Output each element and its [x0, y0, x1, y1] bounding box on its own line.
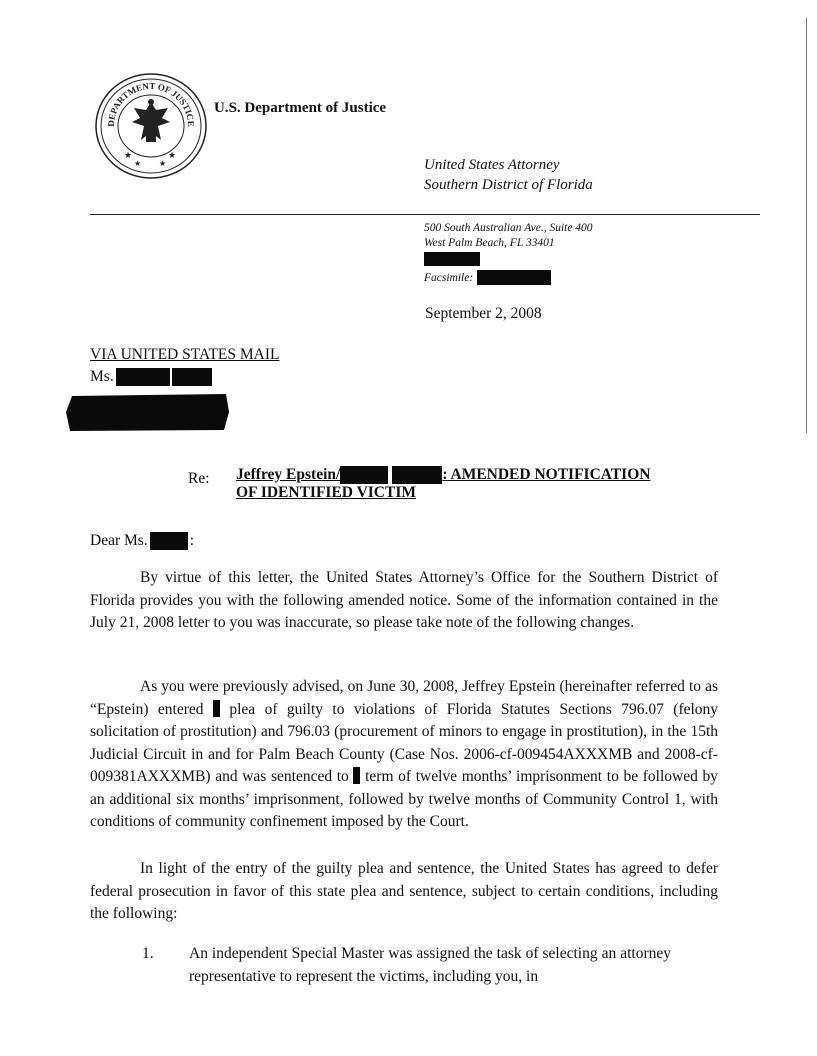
office-block [424, 155, 593, 195]
greeting-text: Dear Ms. [90, 532, 148, 549]
redaction-fax [477, 270, 551, 285]
redaction-sentence [353, 767, 360, 784]
re-label: Re: [188, 470, 210, 487]
scan-edge [806, 18, 807, 433]
redaction-greeting [150, 532, 188, 550]
office-district: Southern District of Florida [424, 177, 593, 193]
redaction-subject-2 [392, 466, 442, 484]
address-street: 500 South Australian Ave., Suite 400 [424, 222, 593, 234]
recipient-name [90, 368, 212, 386]
list-item-text: An independent Special Master was assigned the task of selecting an attorney representative to represent the victims, including you, in [189, 945, 671, 985]
address-block [424, 221, 593, 251]
address-city: West Palm Beach, FL 33401 [424, 237, 555, 249]
paragraph-plea [90, 676, 718, 834]
list-item-number: 1. [142, 945, 154, 962]
doj-seal [94, 72, 208, 180]
paragraph-notice: By virtue of this letter, the United States Attorney’s Office for the Southern District of Florida provides you with the following amended notice. Some of the information contained in the July 21, 2008 letter to you was inaccurate, so please take note of the following changes. [90, 569, 718, 631]
redaction-subject-1 [340, 466, 388, 484]
eagle-icon [132, 99, 170, 142]
greeting-colon: : [189, 532, 194, 549]
svg-text:★: ★ [168, 150, 177, 160]
plea-text-c: term of twelve months’ imprisonment to be followed by an additional six months’ imprisonment, followed by twelve months of Community Control 1, with conditions of community confinement imposed by the Court. [90, 768, 718, 830]
redaction-first-name [116, 368, 170, 386]
plea-text-a: As you were previously advised, on June 30, 2008, Jeffrey Epstein (hereinafter referred to as “Epstein) entered [90, 678, 718, 718]
svg-text:★: ★ [134, 159, 142, 168]
delivery-method: VIA UNITED STATES MAIL [90, 346, 280, 363]
redaction-address [66, 392, 230, 432]
header-divider [90, 214, 760, 215]
redaction-last-name [172, 368, 212, 386]
redaction-phone [424, 252, 480, 266]
recipient-prefix: Ms. [90, 368, 114, 385]
subject-title-2: OF IDENTIFIED VICTIM [236, 484, 416, 501]
agency-name: U.S. Department of Justice [214, 100, 387, 116]
plea-text-b: plea of guilty to violations of Florida Statutes Sections 796.07 (felony solicitation of prostitution) and 796.03 (procurement of minors to engage in prostitution), in the 15th Judicial Circuit in and for Palm Beach County (Case Nos. 2006-cf-009454AXXXMB and 2008-cf-009381AXXXMB) and was sentenced to [90, 700, 719, 785]
office-title: United States Attorney [424, 157, 560, 173]
subject-line [236, 466, 650, 484]
redaction-plea [213, 700, 220, 717]
svg-text:★: ★ [159, 159, 167, 168]
subject-name: Jeffrey Epstein/ [236, 466, 341, 483]
letter-date: September 2, 2008 [425, 305, 542, 322]
svg-text:★: ★ [124, 150, 133, 160]
paragraph-deferral: In light of the entry of the guilty plea and sentence, the United States has agreed to defer federal prosecution in favor of this state plea and sentence, subject to certain conditions, including the following: [90, 860, 718, 922]
seal-text: DEPARTMENT OF JUSTICE [105, 80, 197, 127]
greeting [90, 532, 194, 550]
seal-stars [124, 150, 176, 168]
fax-label: Facsimile: [424, 271, 474, 284]
fax-line [424, 270, 551, 285]
subject-title-1: : AMENDED NOTIFICATION [442, 466, 651, 483]
